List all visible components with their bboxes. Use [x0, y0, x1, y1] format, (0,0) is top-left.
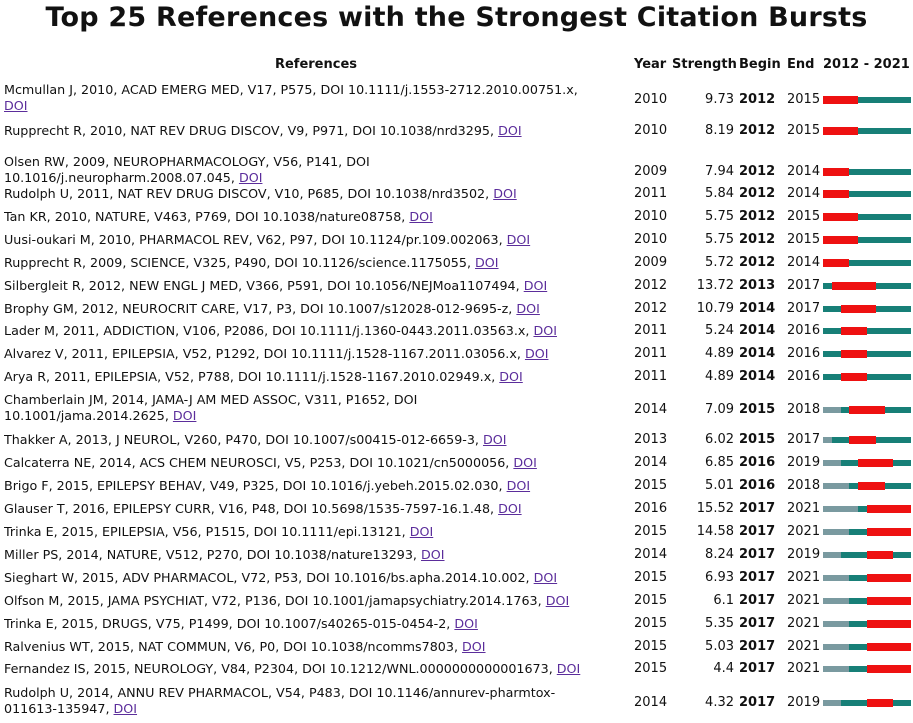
reference-text: [4, 301, 628, 317]
burst-timeline: [823, 506, 911, 512]
end-cell: 2021: [787, 616, 821, 631]
burst-timeline: [823, 97, 911, 103]
strength-cell: 7.94: [705, 164, 734, 179]
end-cell: 2018: [787, 478, 821, 493]
burst-segment: [841, 373, 867, 381]
burst-segment: [867, 597, 911, 605]
doi-link[interactable]: DOI: [506, 232, 531, 247]
burst-segment: [823, 127, 858, 135]
year-cell: 2014: [634, 402, 668, 417]
table-row: [0, 452, 913, 474]
reference-line-1: Sieghart W, 2015, ADV PHARMACOL, V72, P53, DOI 10.1016/bs.apha.2014.10.002,: [4, 570, 530, 585]
year-cell: 2009: [634, 255, 668, 270]
strength-cell: 10.79: [696, 301, 734, 316]
header-references: References: [274, 57, 358, 72]
strength-cell: 4.89: [705, 346, 734, 361]
year-cell: 2015: [634, 639, 668, 654]
doi-link[interactable]: DOI: [499, 369, 523, 384]
doi-link[interactable]: DOI: [172, 408, 197, 423]
table-row: [0, 298, 913, 320]
strength-cell: 5.35: [705, 616, 734, 631]
end-cell: 2021: [787, 639, 821, 654]
year-cell: 2009: [634, 164, 668, 179]
reference-line-1: Brigo F, 2015, EPILEPSY BEHAV, V49, P325, DOI 10.1016/j.yebeh.2015.02.030,: [4, 478, 503, 493]
begin-cell: 2017: [739, 593, 776, 608]
reference-line-2: [4, 701, 628, 717]
begin-cell: 2012: [739, 232, 776, 247]
burst-segment: [867, 699, 893, 707]
burst-segment: [823, 213, 858, 221]
doi-link[interactable]: DOI: [454, 616, 478, 631]
reference-line-1: Olfson M, 2015, JAMA PSYCHIAT, V72, P136, DOI 10.1001/jamapsychiatry.2014.1763,: [4, 593, 542, 608]
reference-line-2: [4, 408, 628, 424]
reference-text: [4, 346, 628, 362]
reference-text: [4, 154, 628, 186]
burst-timeline: [823, 283, 911, 289]
begin-cell: 2017: [739, 695, 776, 710]
begin-cell: 2012: [739, 209, 776, 224]
end-cell: 2016: [787, 346, 821, 361]
end-cell: 2015: [787, 232, 821, 247]
table-row: [0, 275, 913, 297]
burst-timeline: [823, 237, 911, 243]
strength-cell: 8.24: [705, 547, 734, 562]
begin-cell: 2012: [739, 92, 776, 107]
strength-cell: 5.03: [705, 639, 734, 654]
year-cell: 2010: [634, 232, 668, 247]
year-cell: 2014: [634, 695, 668, 710]
year-cell: 2010: [634, 123, 668, 138]
burst-timeline: [823, 666, 911, 672]
reference-line-1: Lader M, 2011, ADDICTION, V106, P2086, DOI 10.1111/j.1360-0443.2011.03563.x,: [4, 323, 530, 338]
table-row: [0, 498, 913, 520]
begin-cell: 2013: [739, 278, 776, 293]
reference-text: [4, 593, 628, 609]
doi-link[interactable]: DOI: [475, 255, 499, 270]
doi-link[interactable]: DOI: [238, 170, 263, 185]
begin-cell: 2012: [739, 255, 776, 270]
burst-segment: [823, 190, 849, 198]
strength-cell: 4.32: [705, 695, 734, 710]
begin-cell: 2014: [739, 369, 776, 384]
burst-segment: [867, 620, 911, 628]
reference-line-1: Ralvenius WT, 2015, NAT COMMUN, V6, P0, DOI 10.1038/ncomms7803,: [4, 639, 458, 654]
reference-line-1: Rupprecht R, 2010, NAT REV DRUG DISCOV, V9, P971, DOI 10.1038/nrd3295,: [4, 123, 495, 138]
burst-timeline: [823, 260, 911, 266]
table-row: [0, 683, 913, 723]
end-cell: 2021: [787, 524, 821, 539]
begin-cell: 2014: [739, 323, 776, 338]
year-cell: 2012: [634, 301, 668, 316]
doi-link[interactable]: DOI: [523, 278, 548, 293]
table-row: [0, 544, 913, 566]
header-end: End: [787, 57, 815, 72]
reference-text: [4, 82, 628, 114]
year-cell: 2014: [634, 455, 668, 470]
end-cell: 2014: [787, 255, 821, 270]
before-publication-segment: [823, 460, 841, 466]
strength-cell: 5.01: [705, 478, 734, 493]
before-publication-segment: [823, 700, 841, 706]
end-cell: 2017: [787, 301, 821, 316]
table-row: [0, 343, 913, 365]
year-cell: 2015: [634, 593, 668, 608]
burst-segment: [858, 482, 884, 490]
burst-timeline: [823, 374, 911, 380]
reference-text: [4, 255, 628, 271]
reference-text: [4, 501, 628, 517]
strength-cell: 6.93: [705, 570, 734, 585]
burst-timeline: [823, 169, 911, 175]
before-publication-segment: [823, 506, 858, 512]
doi-link[interactable]: DOI: [498, 501, 522, 516]
strength-cell: 6.02: [705, 432, 734, 447]
reference-line-1: Alvarez V, 2011, EPILEPSIA, V52, P1292, DOI 10.1111/j.1528-1167.2011.03056.x,: [4, 346, 521, 361]
reference-text: [4, 570, 628, 586]
reference-text: [4, 478, 628, 494]
strength-cell: 6.1: [713, 593, 734, 608]
end-cell: 2014: [787, 164, 821, 179]
reference-line-1: Trinka E, 2015, EPILEPSIA, V56, P1515, DOI 10.1111/epi.13121,: [4, 524, 406, 539]
doi-link[interactable]: DOI: [513, 455, 537, 470]
end-cell: 2019: [787, 547, 821, 562]
burst-timeline: [823, 191, 911, 197]
year-cell: 2016: [634, 501, 668, 516]
burst-segment: [867, 643, 911, 651]
reference-text: [4, 323, 628, 339]
reference-line-1: Thakker A, 2013, J NEUROL, V260, P470, DOI 10.1007/s00415-012-6659-3,: [4, 432, 479, 447]
burst-timeline: [823, 575, 911, 581]
year-cell: 2011: [634, 346, 668, 361]
reference-text: [4, 547, 628, 563]
end-cell: 2021: [787, 593, 821, 608]
header-timeline: 2012 - 2021: [823, 57, 910, 72]
active-segment: [823, 328, 911, 334]
reference-text: [4, 392, 628, 424]
year-cell: 2012: [634, 278, 668, 293]
end-cell: 2021: [787, 570, 821, 585]
reference-text: [4, 685, 628, 717]
reference-line-1: Uusi-oukari M, 2010, PHARMACOL REV, V62, P97, DOI 10.1124/pr.109.002063,: [4, 232, 503, 247]
table-row: [0, 658, 913, 680]
burst-segment: [823, 259, 849, 267]
table-row: [0, 475, 913, 497]
burst-timeline: [823, 700, 911, 706]
burst-segment: [867, 505, 911, 513]
end-cell: 2018: [787, 402, 821, 417]
burst-timeline: [823, 552, 911, 558]
table-row: [0, 320, 913, 342]
reference-text: [4, 616, 628, 632]
burst-segment: [867, 528, 911, 536]
burst-timeline: [823, 598, 911, 604]
begin-cell: 2015: [739, 402, 776, 417]
reference-line-1: Brophy GM, 2012, NEUROCRIT CARE, V17, P3, DOI 10.1007/s12028-012-9695-z,: [4, 301, 513, 316]
burst-timeline: [823, 437, 911, 443]
begin-cell: 2017: [739, 639, 776, 654]
begin-cell: 2017: [739, 501, 776, 516]
header-year: Year: [634, 57, 667, 72]
reference-line-1: Olsen RW, 2009, NEUROPHARMACOLOGY, V56, P141, DOI: [4, 154, 370, 169]
begin-cell: 2017: [739, 570, 776, 585]
table-row: [0, 636, 913, 658]
strength-cell: 13.72: [696, 278, 734, 293]
reference-text: [4, 369, 628, 385]
strength-cell: 15.52: [696, 501, 734, 516]
burst-timeline: [823, 644, 911, 650]
reference-line-1: Fernandez IS, 2015, NEUROLOGY, V84, P2304, DOI 10.1212/WNL.0000000000001673,: [4, 661, 553, 676]
doi-link[interactable]: DOI: [506, 478, 531, 493]
reference-text: [4, 123, 628, 139]
burst-segment: [823, 168, 849, 176]
burst-segment: [849, 406, 884, 414]
reference-line-1: Calcaterra NE, 2014, ACS CHEM NEUROSCI, V5, P253, DOI 10.1021/cn5000056,: [4, 455, 510, 470]
reference-line-1: Rupprecht R, 2009, SCIENCE, V325, P490, DOI 10.1126/science.1175055,: [4, 255, 471, 270]
before-publication-segment: [823, 552, 841, 558]
doi-link[interactable]: DOI: [113, 701, 138, 716]
strength-cell: 5.24: [705, 323, 734, 338]
begin-cell: 2014: [739, 301, 776, 316]
strength-cell: 5.84: [705, 186, 734, 201]
strength-cell: 5.75: [705, 209, 734, 224]
reference-line-1: Rudolph U, 2011, NAT REV DRUG DISCOV, V10, P685, DOI 10.1038/nrd3502,: [4, 186, 490, 201]
reference-line-1: Miller PS, 2014, NATURE, V512, P270, DOI 10.1038/nature13293,: [4, 547, 417, 562]
chart-title: Top 25 References with the Strongest Citation Bursts: [45, 2, 868, 33]
doi-link[interactable]: DOI: [533, 323, 557, 338]
before-publication-segment: [823, 529, 849, 535]
strength-cell: 4.89: [705, 369, 734, 384]
doi-link[interactable]: DOI: [421, 547, 445, 562]
reference-line-1: Trinka E, 2015, DRUGS, V75, P1499, DOI 10.1007/s40265-015-0454-2,: [4, 616, 451, 631]
reference-text: [4, 278, 628, 294]
end-cell: 2017: [787, 278, 821, 293]
doi-link[interactable]: DOI: [493, 186, 517, 201]
doi-link[interactable]: DOI: [556, 661, 581, 676]
reference-line-1: Mcmullan J, 2010, ACAD EMERG MED, V17, P575, DOI 10.1111/j.1553-2712.2010.00751.x,: [4, 82, 578, 97]
table-row: [0, 366, 913, 388]
doi-link[interactable]: DOI: [516, 301, 540, 316]
doi-link[interactable]: DOI: [462, 639, 486, 654]
end-cell: 2016: [787, 369, 821, 384]
before-publication-segment: [823, 598, 849, 604]
burst-timeline: [823, 306, 911, 312]
reference-line-2: [4, 98, 628, 114]
end-cell: 2021: [787, 661, 821, 676]
reference-line-1: Silbergleit R, 2012, NEW ENGL J MED, V366, P591, DOI 10.1056/NEJMoa1107494,: [4, 278, 520, 293]
year-cell: 2014: [634, 547, 668, 562]
year-cell: 2015: [634, 661, 668, 676]
burst-timeline: [823, 214, 911, 220]
doi-link[interactable]: DOI: [483, 432, 507, 447]
burst-timeline: [823, 483, 911, 489]
reference-text: [4, 524, 628, 540]
before-publication-segment: [823, 407, 841, 413]
doi-link[interactable]: DOI: [545, 593, 570, 608]
end-cell: 2015: [787, 123, 821, 138]
burst-segment: [841, 350, 867, 358]
end-cell: 2019: [787, 695, 821, 710]
table-row: [0, 183, 913, 205]
begin-cell: 2012: [739, 123, 776, 138]
reference-line-1: Rudolph U, 2014, ANNU REV PHARMACOL, V54, P483, DOI 10.1146/annurev-pharmtox-: [4, 685, 556, 700]
end-cell: 2021: [787, 501, 821, 516]
burst-segment: [867, 551, 893, 559]
strength-cell: 7.09: [705, 402, 734, 417]
table-row: [0, 429, 913, 451]
active-segment: [823, 351, 911, 357]
table-row: [0, 613, 913, 635]
end-cell: 2016: [787, 323, 821, 338]
doi-link[interactable]: DOI: [498, 123, 522, 138]
begin-cell: 2017: [739, 661, 776, 676]
table-row: [0, 590, 913, 612]
begin-cell: 2016: [739, 455, 776, 470]
table-row: [0, 120, 913, 142]
before-publication-segment: [823, 644, 849, 650]
burst-timeline: [823, 460, 911, 466]
begin-cell: 2017: [739, 524, 776, 539]
doi-link[interactable]: DOI: [409, 524, 434, 539]
burst-segment: [841, 327, 867, 335]
reference-text: [4, 639, 628, 655]
burst-segment: [867, 665, 911, 673]
doi-link[interactable]: DOI: [524, 346, 549, 361]
burst-timeline: [823, 621, 911, 627]
table-row: [0, 206, 913, 228]
burst-timeline: [823, 128, 911, 134]
strength-cell: 6.85: [705, 455, 734, 470]
burst-segment: [823, 96, 858, 104]
strength-cell: 14.58: [696, 524, 734, 539]
table-row: [0, 390, 913, 430]
end-cell: 2015: [787, 92, 821, 107]
header-begin: Begin: [739, 57, 781, 72]
active-segment: [823, 374, 911, 380]
burst-segment: [823, 236, 858, 244]
year-cell: 2011: [634, 186, 668, 201]
before-publication-segment: [823, 621, 849, 627]
year-cell: 2013: [634, 432, 668, 447]
table-row: [0, 80, 913, 120]
reference-line-2-text: 10.1016/j.neuropharm.2008.07.045,: [4, 170, 235, 185]
burst-segment: [841, 305, 876, 313]
begin-cell: 2014: [739, 346, 776, 361]
end-cell: 2017: [787, 432, 821, 447]
reference-text: [4, 432, 628, 448]
year-cell: 2011: [634, 369, 668, 384]
before-publication-segment: [823, 575, 849, 581]
end-cell: 2015: [787, 209, 821, 224]
reference-line-1: Tan KR, 2010, NATURE, V463, P769, DOI 10.1038/nature08758,: [4, 209, 406, 224]
doi-link[interactable]: DOI: [4, 98, 28, 113]
doi-link[interactable]: DOI: [409, 209, 433, 224]
year-cell: 2015: [634, 616, 668, 631]
reference-text: [4, 455, 628, 471]
year-cell: 2015: [634, 570, 668, 585]
reference-line-1: Chamberlain JM, 2014, JAMA-J AM MED ASSOC, V311, P1652, DOI: [4, 392, 418, 407]
year-cell: 2015: [634, 524, 668, 539]
begin-cell: 2015: [739, 432, 776, 447]
begin-cell: 2012: [739, 164, 776, 179]
burst-segment: [858, 459, 893, 467]
burst-segment: [832, 282, 876, 290]
strength-cell: 4.4: [713, 661, 734, 676]
reference-text: [4, 209, 628, 225]
reference-text: [4, 232, 628, 248]
burst-segment: [849, 436, 875, 444]
strength-cell: 9.73: [705, 92, 734, 107]
strength-cell: 8.19: [705, 123, 734, 138]
burst-timeline: [823, 407, 911, 413]
doi-link[interactable]: DOI: [533, 570, 558, 585]
before-publication-segment: [823, 666, 849, 672]
strength-cell: 5.75: [705, 232, 734, 247]
burst-timeline: [823, 328, 911, 334]
reference-text: [4, 186, 628, 202]
header-strength: Strength: [672, 57, 737, 72]
before-publication-segment: [823, 437, 832, 443]
table-row: [0, 521, 913, 543]
table-row: [0, 567, 913, 589]
table-row: [0, 252, 913, 274]
year-cell: 2015: [634, 478, 668, 493]
reference-line-1: Glauser T, 2016, EPILEPSY CURR, V16, P48, DOI 10.5698/1535-7597-16.1.48,: [4, 501, 495, 516]
reference-text: [4, 661, 628, 677]
before-publication-segment: [823, 483, 849, 489]
reference-line-1: Arya R, 2011, EPILEPSIA, V52, P788, DOI 10.1111/j.1528-1167.2010.02949.x,: [4, 369, 496, 384]
begin-cell: 2016: [739, 478, 776, 493]
begin-cell: 2017: [739, 547, 776, 562]
begin-cell: 2012: [739, 186, 776, 201]
begin-cell: 2017: [739, 616, 776, 631]
burst-timeline: [823, 351, 911, 357]
reference-line-2-text: 10.1001/jama.2014.2625,: [4, 408, 169, 423]
year-cell: 2010: [634, 209, 668, 224]
reference-line-2-text: 011613-135947,: [4, 701, 110, 716]
table-row: [0, 229, 913, 251]
year-cell: 2011: [634, 323, 668, 338]
burst-timeline: [823, 529, 911, 535]
year-cell: 2010: [634, 92, 668, 107]
strength-cell: 5.72: [705, 255, 734, 270]
burst-segment: [867, 574, 911, 582]
end-cell: 2014: [787, 186, 821, 201]
end-cell: 2019: [787, 455, 821, 470]
